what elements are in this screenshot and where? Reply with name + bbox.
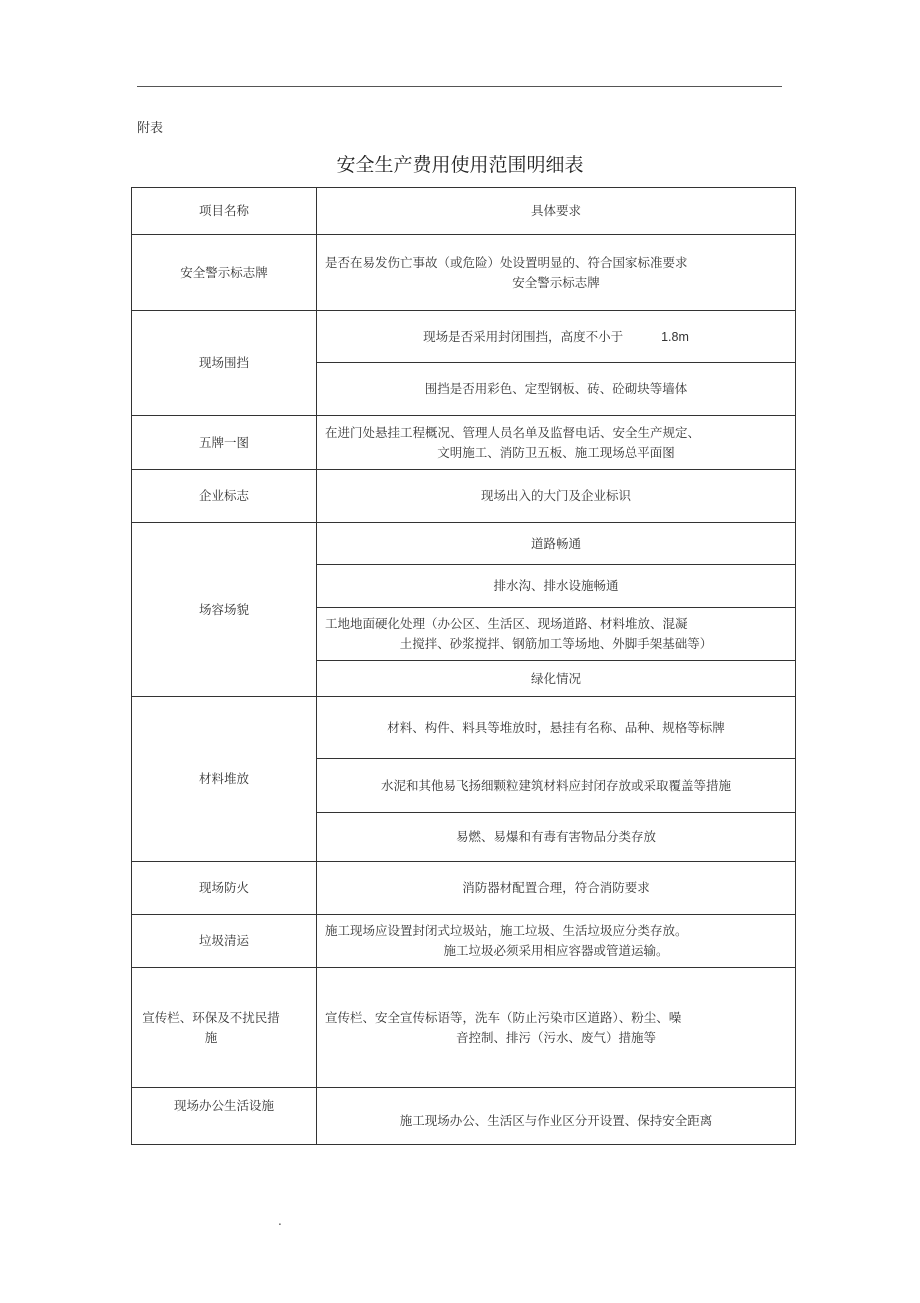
- item-name-cell: 现场办公生活设施: [132, 1088, 317, 1145]
- height-value: 1.8m: [661, 329, 689, 344]
- header-rule: [137, 86, 782, 87]
- table-row: [132, 862, 796, 915]
- requirement-line: 安全警示标志牌: [512, 274, 600, 290]
- table-row: [132, 470, 796, 523]
- item-name-cell: 场容场貌: [132, 523, 317, 697]
- annex-label: 附表: [137, 121, 164, 136]
- table-row: [132, 915, 796, 968]
- header-requirement: 具体要求: [317, 188, 796, 235]
- requirement-line: 音控制、排污（污水、废气）措施等: [455, 1029, 656, 1045]
- item-name-cell: 垃圾清运: [132, 915, 317, 968]
- requirement-cell: 排水沟、排水设施畅通: [317, 565, 796, 608]
- requirement-cell: [317, 608, 796, 661]
- requirement-cell: 绿化情况: [317, 661, 796, 697]
- requirement-cell: 易燃、易爆和有毒有害物品分类存放: [317, 813, 796, 862]
- requirement-cell: [317, 311, 796, 363]
- requirement-text: 现场是否采用封闭围挡，高度不小于: [423, 328, 624, 344]
- requirement-line: 土搅拌、砂浆搅拌、钢筋加工等场地、外脚手架基础等）: [399, 636, 713, 651]
- table-row: [132, 523, 796, 565]
- item-name-cell: 材料堆放: [132, 697, 317, 862]
- item-name-cell: 现场围挡: [132, 311, 317, 416]
- requirement-line: 宣传栏、安全宣传标语等，洗车（防止污染市区道路）、粉尘、噪: [325, 1009, 682, 1025]
- requirement-cell: 消防器材配置合理，符合消防要求: [317, 862, 796, 915]
- requirement-line: 施工垃圾必须采用相应容器或管道运输。: [443, 943, 669, 958]
- table-row: [132, 235, 796, 311]
- expense-scope-table: [131, 187, 796, 1145]
- requirement-line: 施工现场应设置封闭式垃圾站，施工垃圾、生活垃圾应分类存放。: [325, 923, 688, 938]
- header-item-name: 项目名称: [132, 188, 317, 235]
- item-name-cell: 企业标志: [132, 470, 317, 523]
- requirement-cell: 材料、构件、料具等堆放时，悬挂有名称、品种、规格等标牌: [317, 697, 796, 759]
- item-name-cell: 现场防火: [132, 862, 317, 915]
- table-header-row: [132, 188, 796, 235]
- requirement-line: 在进门处悬挂工程概况、管理人员名单及监督电话、安全生产规定、: [325, 424, 701, 440]
- requirement-cell: [317, 416, 796, 470]
- requirement-cell: 道路畅通: [317, 523, 796, 565]
- item-name-cell: 五牌一图: [132, 416, 317, 470]
- requirement-line: 文明施工、消防卫五板、施工现场总平面图: [437, 444, 675, 460]
- table-row: [132, 697, 796, 759]
- requirement-cell: 现场出入的大门及企业标识: [317, 470, 796, 523]
- requirement-cell: [317, 235, 796, 311]
- requirement-cell: [317, 915, 796, 968]
- requirement-line: 工地地面硬化处理（办公区、生活区、现场道路、材料堆放、混凝: [325, 616, 688, 631]
- requirement-cell: 围挡是否用彩色、定型钢板、砖、砼砌块等墙体: [317, 363, 796, 416]
- item-name-cell: 宣传栏、环保及不扰民措施: [132, 968, 317, 1088]
- footer-mark: .: [278, 1214, 282, 1228]
- requirement-cell: 水泥和其他易飞扬细颗粒建筑材料应封闭存放或采取覆盖等措施: [317, 759, 796, 813]
- requirement-line: 是否在易发伤亡事故（或危险）处设置明显的、符合国家标准要求: [325, 254, 688, 270]
- item-name-cell: 安全警示标志牌: [132, 235, 317, 311]
- table-row: [132, 1088, 796, 1145]
- requirement-cell: [317, 968, 796, 1088]
- table-row: [132, 311, 796, 363]
- table-row: [132, 416, 796, 470]
- table-row: [132, 968, 796, 1088]
- document-title: 安全生产费用使用范围明细表: [336, 154, 584, 176]
- requirement-cell: 施工现场办公、生活区与作业区分开设置、保持安全距离: [317, 1088, 796, 1145]
